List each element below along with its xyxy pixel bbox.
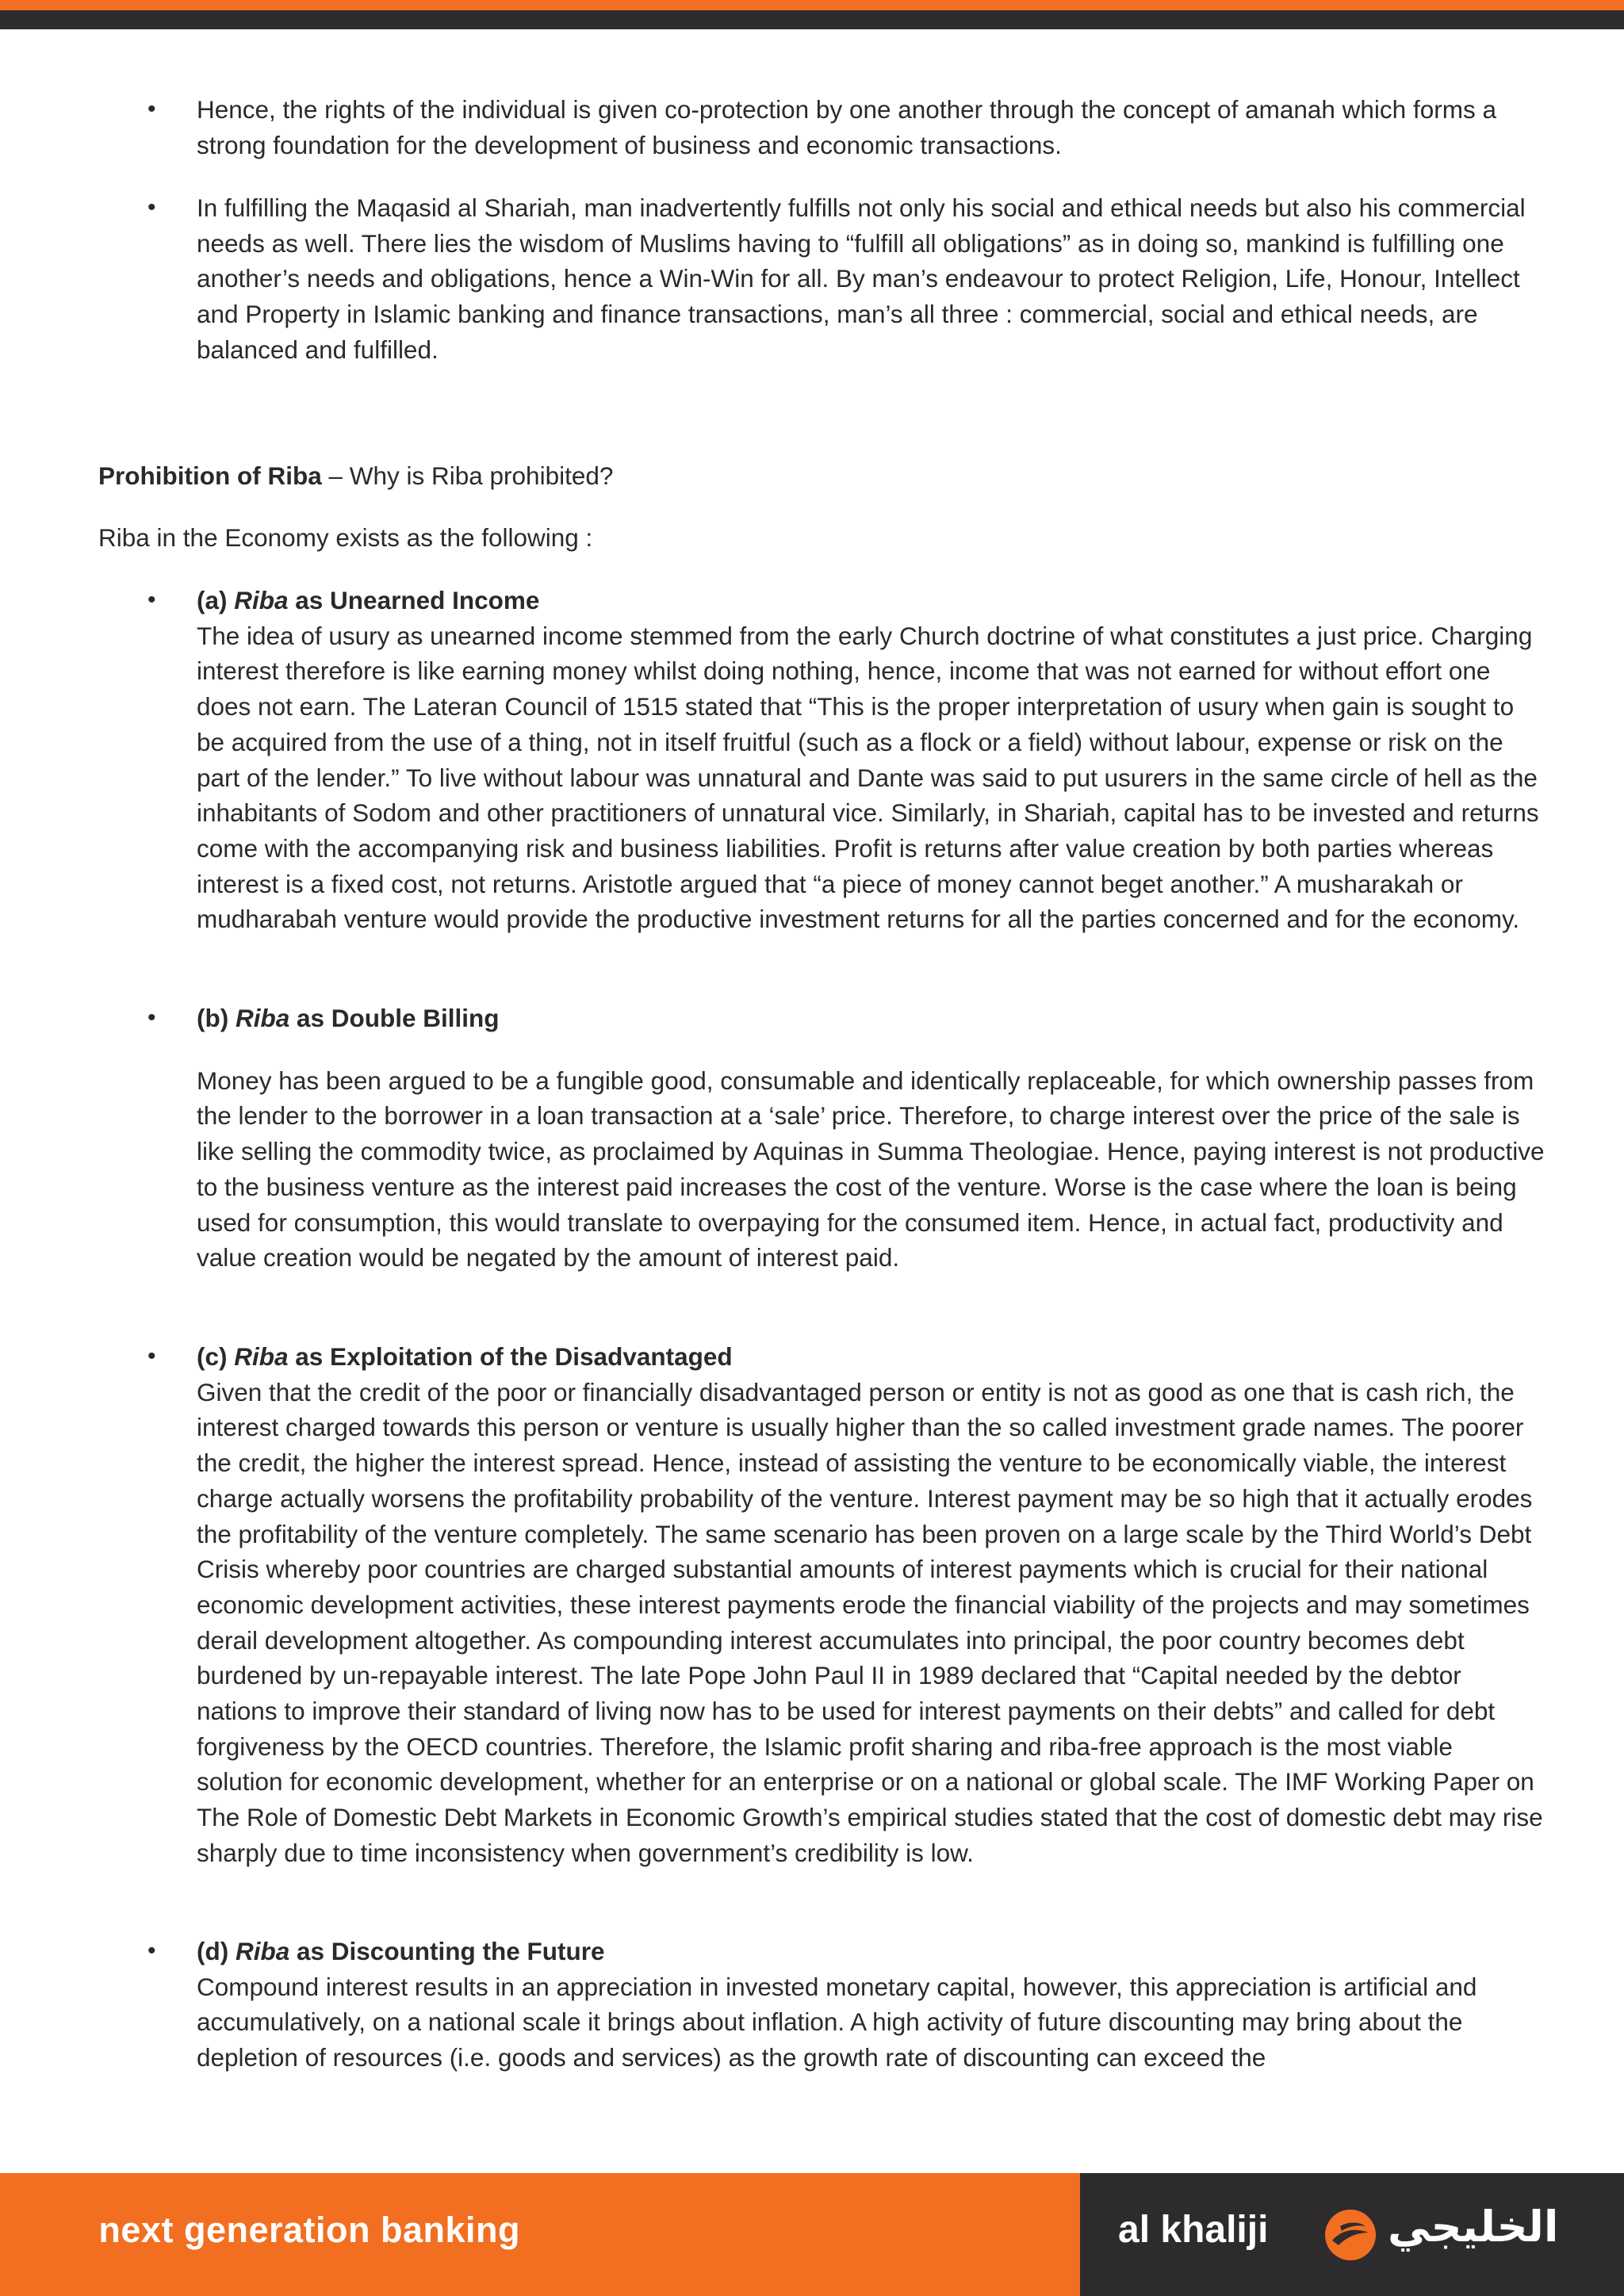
item-body: The idea of usury as unearned income stemmed from the early Church doctrine of what constitutes a just price. Charging interest therefore is like earning money whilst doing nothing, hence, income that was not earned for without effort one does not earn. The Lateran Council of 1515 stated that “This is the proper interpretation of usury when gain is sought to be acquired from the use of a thing, not in itself fruitful (such as a flock or a field) without labour, expense or risk on the part of the lender.” To live without labour was unnatural and Dante was said to put usurers in the same circle of hell as the inhabitants of Sodom and other practitioners of unnatural vice. Similarly, in Shariah, capital has to be invested and returns come with the accompanying risk and business liabilities. Profit is returns after value creation by both parties whereas interest is a fixed cost, not returns. Aristotle argued that “a piece of money cannot beget another.” A musharakah or mudharabah venture would provide the productive investment returns for all the parties concerned and for the economy. (197, 621, 1539, 934)
item-heading: (a) Riba as Unearned Income (197, 586, 540, 614)
bullet-icon: • (147, 1343, 156, 1369)
bullet-icon: • (147, 1938, 156, 1964)
brand-name-arabic: الخليجي (1388, 2202, 1559, 2252)
brand-name-english: al khaliji (1118, 2209, 1269, 2251)
section-heading (98, 458, 1526, 494)
bullet-icon: • (147, 96, 156, 122)
list-item (147, 190, 1545, 368)
list-item (147, 1934, 1545, 2076)
bullet-text: Hence, the rights of the individual is given co-protection by one another through the concept of amanah which forms a strong foundation for the development of business and economic transactions. (197, 95, 1496, 159)
bullet-icon: • (147, 1004, 156, 1031)
bullet-icon: • (147, 587, 156, 613)
list-item (147, 1339, 1545, 1871)
list-item (147, 583, 1545, 937)
section-title: Prohibition of Riba (98, 461, 322, 490)
bullet-text: In fulfilling the Maqasid al Shariah, man inadvertently fulfills not only his social and ethical needs but also his commercial needs as well. There lies the wisdom of Muslims having to “fulfill all obligations” as in doing so, mankind is fulfilling one another’s needs and obligations, hence a Win-Win for all. By man’s endeavour to protect Religion, Life, Honour, Intellect and Property in Islamic banking and finance transactions, man’s all three : commercial, social and ethical needs, are balanced and fulfilled. (197, 193, 1526, 364)
header-stripe-dark (0, 10, 1624, 29)
item-body: Given that the credit of the poor or financially disadvantaged person or entity is not as good as one that is cash rich, the interest charged towards this person or venture is usually higher than the so called investment grade names. The poorer the credit, the higher the interest spread. Hence, instead of assisting the venture to be economically viable, the interest charge actually worsens the profitability probability of the venture. Interest payment may be so high that it actually erodes the profitability of the venture completely. The same scenario has been proven on a large scale by the Third World’s Debt Crisis whereby poor countries are charged substantial amounts of interest payments which is crucial for their national economic development activities, these interest payments erode the financial viability of the projects and may sometimes derail development altogether. As compounding interest accumulates into principal, the poor country becomes debt burdened by un-repayable interest. The late Pope John Paul II in 1989 declared that “Capital needed by the debtor nations to improve their standard of living now has to be used for interest payments on their debts” and called for debt forgiveness by the OECD countries. Therefore, the Islamic profit sharing and riba-free approach is the most viable solution for economic development, whether for an enterprise or on a national or global scale. The IMF Working Paper on The Role of Domestic Debt Markets in Economic Growth’s empirical studies stated that the cost of domestic debt may rise sharply due to time inconsistency when government’s credibility is low. (197, 1377, 1543, 1867)
item-body: Compound interest results in an appreciation in invested monetary capital, however, this appreciation is artificial and accumulatively, on a national scale it brings about inflation. A high activity of future discounting may bring about the depletion of resources (i.e. goods and services) as the growth rate of discounting can exceed the (197, 1972, 1477, 2072)
list-item (147, 92, 1545, 163)
brand-logo-icon (1324, 2209, 1377, 2261)
list-item (147, 1001, 1545, 1276)
item-heading: (c) Riba as Exploitation of the Disadvantaged (197, 1342, 733, 1371)
footer (0, 2173, 1624, 2296)
footer-tagline: next generation banking (98, 2210, 520, 2250)
item-heading: (d) Riba as Discounting the Future (197, 1937, 605, 1965)
section-intro: Riba in the Economy exists as the following : (98, 523, 593, 552)
section-subtitle: – Why is Riba prohibited? (321, 461, 614, 490)
item-body: Money has been argued to be a fungible good, consumable and identically replaceable, for which ownership passes from the lender to the borrower in a loan transaction at a ‘sale’ price. Therefore, to charge interest over the price of the sale is like selling the commodity twice, as proclaimed by Aquinas in Summa Theologiae. Hence, paying interest is not productive to the business venture as the interest paid increases the cost of the venture. Worse is the case where the loan is being used for consumption, this would translate to overpaying for the consumed item. Hence, in actual fact, productivity and value creation would be negated by the amount of interest paid. (197, 1066, 1545, 1272)
bullet-icon: • (147, 194, 156, 220)
header-stripe-orange (0, 0, 1624, 10)
footer-tagline-panel (0, 2173, 1080, 2296)
item-heading: (b) Riba as Double Billing (197, 1004, 500, 1032)
